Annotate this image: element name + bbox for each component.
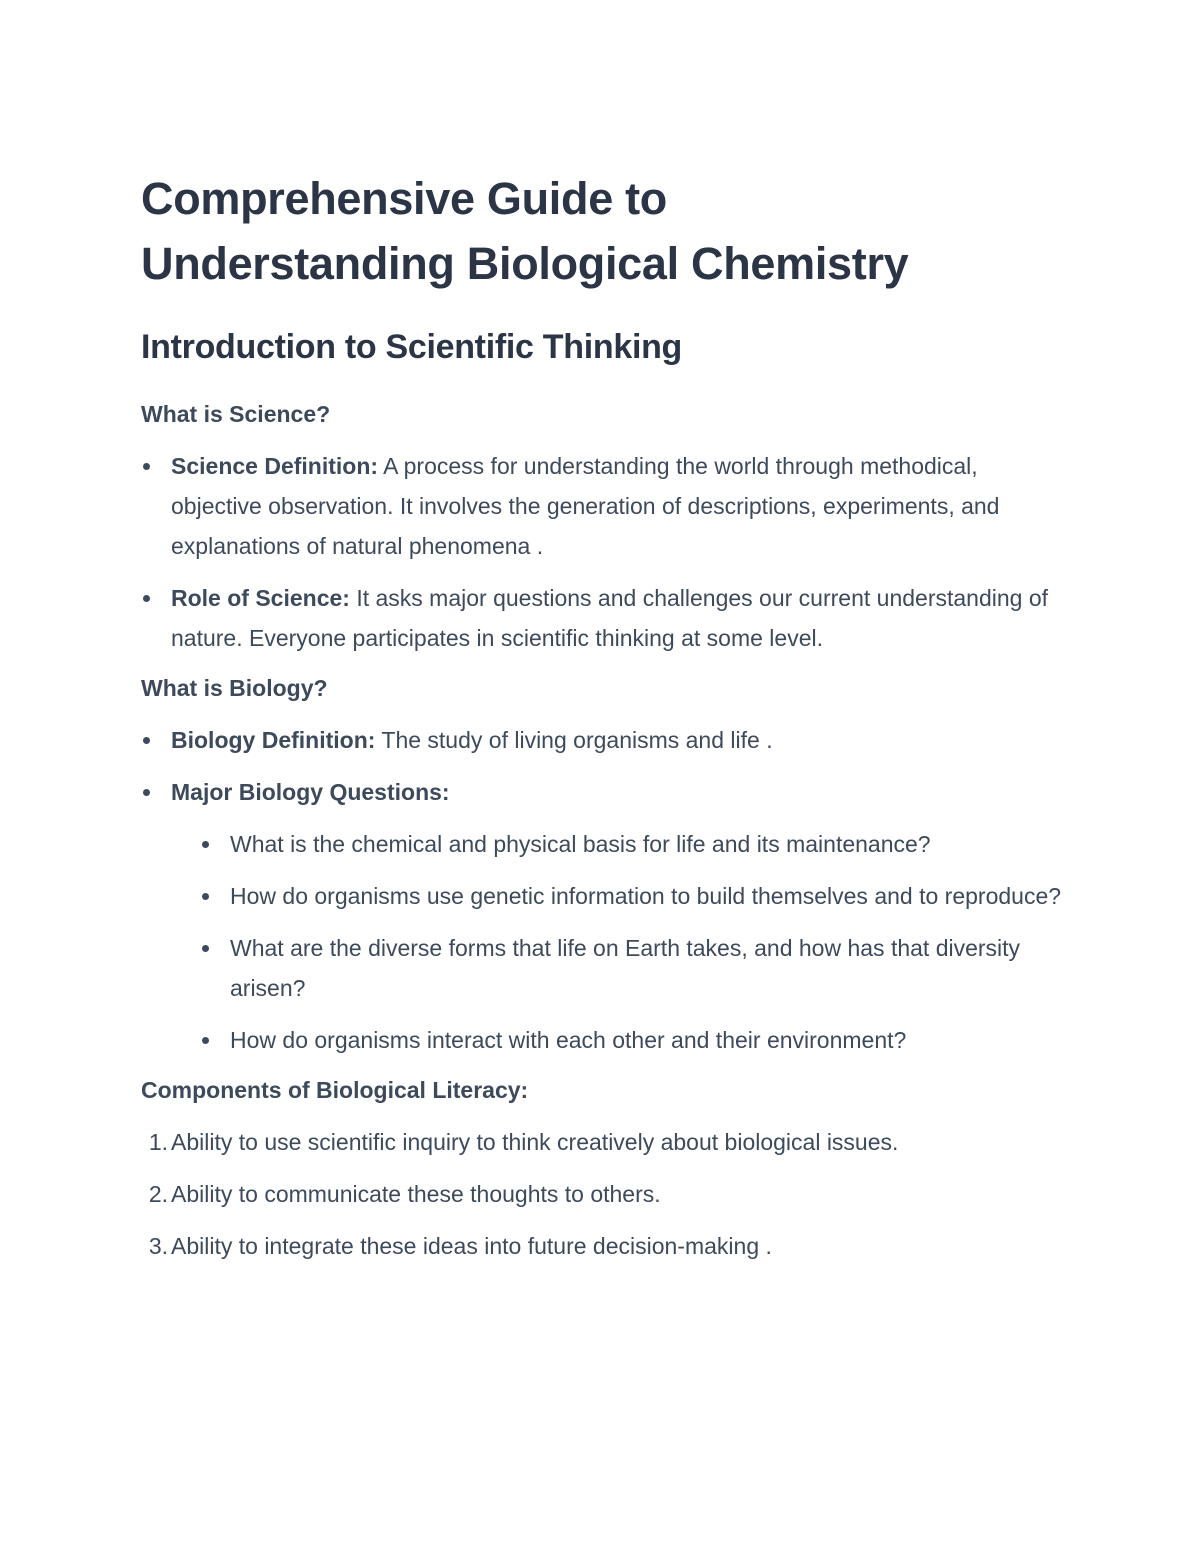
item-text: Ability to communicate these thoughts to others. [171,1181,661,1207]
list-item [141,1122,1071,1162]
literacy-list [141,1122,1071,1266]
item-text: A process for understanding the world through methodical, objective observation. It involves the generation of descriptions, experiments, and explanations of natural phenomena . [171,453,1000,559]
item-text: Ability to use scientific inquiry to think creatively about biological issues. [171,1129,899,1155]
science-list [141,446,1071,658]
title-line-2: Understanding Biological Chemistry [141,238,909,289]
item-label: Science Definition: [171,453,379,479]
item-label: Major Biology Questions: [171,779,450,805]
item-text: Ability to integrate these ideas into future decision-making . [171,1233,772,1259]
science-heading: What is Science? [141,401,331,427]
item-label: Role of Science: [171,585,350,611]
question-text: What is the chemical and physical basis for life and its maintenance? [230,831,931,857]
biology-list [141,720,1071,1060]
list-item [141,578,1071,658]
item-text: The study of living organisms and life . [375,727,773,753]
biology-heading: What is Biology? [141,675,328,701]
section-heading: Introduction to Scientific Thinking [141,328,683,366]
bullet-icon [143,595,150,602]
item-number: 1. [148,1129,168,1155]
bullet-icon [202,841,209,848]
item-label: Biology Definition: [171,727,376,753]
question-text: What are the diverse forms that life on Earth takes, and how has that diversity arisen? [230,935,1021,1001]
questions-list [171,824,1071,1060]
question-item [171,876,1071,916]
question-item [171,928,1071,1008]
bullet-icon [143,737,150,744]
bullet-icon [202,1037,209,1044]
item-number: 3. [148,1233,168,1259]
list-item [141,1226,1071,1266]
list-item [141,772,1071,1060]
question-item [171,824,1071,864]
document-page [141,166,1071,1266]
bullet-icon [202,945,209,952]
list-item [141,446,1071,566]
bullet-icon [143,463,150,470]
item-number: 2. [148,1181,168,1207]
bullet-icon [202,893,209,900]
literacy-heading: Components of Biological Literacy: [141,1077,529,1103]
document-title [141,166,1071,296]
title-line-1: Comprehensive Guide to [141,173,667,224]
list-item [141,720,1071,760]
bullet-icon [143,789,150,796]
question-text: How do organisms use genetic information to build themselves and to reproduce? [230,883,1062,909]
question-text: How do organisms interact with each other and their environment? [230,1027,907,1053]
list-item [141,1174,1071,1214]
item-text: It asks major questions and challenges our current understanding of nature. Everyone participates in scientific thinking at some level. [171,585,1049,651]
question-item [171,1020,1071,1060]
